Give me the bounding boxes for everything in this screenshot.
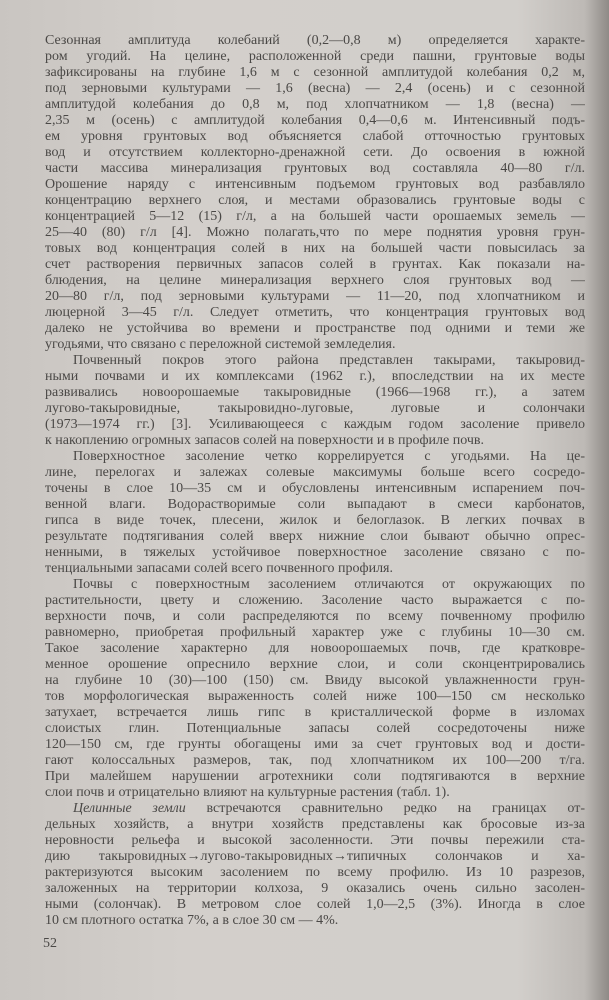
text-line: товых вод концентрация солей в них на большей части повысилась за bbox=[45, 241, 585, 256]
text-line: неровности рельефа и высокой засоленности. Эти почвы пережили ста- bbox=[45, 833, 585, 848]
text-line: Орошение наряду с интенсивным подъемом грунтовых вод разбавляло bbox=[45, 177, 585, 192]
text-line: ром угодий. На целине, расположенной среди пашни, грунтовые воды bbox=[45, 49, 585, 64]
text-line: Такое засоление характерно для новоорошаемых почв, где кратковре- bbox=[45, 641, 585, 656]
text-line: концентрацией 5—12 (15) г/л, а на большей части орошаемых земель — bbox=[45, 209, 585, 224]
paragraph bbox=[45, 33, 585, 353]
text-line: лине, перелогах и залежах солевые максимумы больше всего сосредо- bbox=[45, 465, 585, 480]
text-line bbox=[45, 801, 585, 817]
text-line: ем уровня грунтовых вод объясняется слабой отточностью грунтовых bbox=[45, 129, 585, 144]
text-line: блюдения, на целине минерализация верхнего слоя грунтовых вод — bbox=[45, 273, 585, 288]
text-line: Почвы с поверхностным засолением отличаются от окружающих по bbox=[73, 577, 585, 592]
italic-term: Целинные земли bbox=[73, 801, 186, 816]
text-line: Сезонная амплитуда колебаний (0,2—0,8 м) определяется характе- bbox=[45, 33, 585, 48]
text-line: развивались новоорошаемые такыровидные (1966—1968 гг.), а затем bbox=[45, 385, 585, 400]
paragraph bbox=[45, 449, 585, 577]
text-line: лугово-такыровидные, такыровидно-луговые, луговые и солончаки bbox=[45, 401, 585, 416]
text-line: счет растворения первичных запасов солей в грунтах. Как показали на- bbox=[45, 257, 585, 272]
text-line: затухает, встречается лишь гипс в кристаллической форме в изломах bbox=[45, 705, 585, 720]
text-line: тенциальными запасами солей всего почвенного профиля. bbox=[45, 561, 393, 576]
text-line: При малейшем нарушении агротехники соли подтягиваются в верхние bbox=[45, 769, 585, 784]
text-line: 120—150 см, где грунты обогащены ими за счет грунтовых вод и дости- bbox=[45, 737, 585, 752]
text-line: слоистых глин. Потенциальные запасы солей сосредоточены ниже bbox=[45, 721, 585, 736]
text-line: зафиксированы на глубине 1,6 м с сезонной амплитудой колебания 0,2 м, bbox=[45, 65, 585, 80]
text-line: 25—40 (80) г/л [4]. Можно полагать,что по мере поднятия уровня грун- bbox=[45, 225, 585, 240]
text-line: менное орошение опреснило верхние слои, и соли сконцентрировались bbox=[45, 657, 585, 672]
text-line: ными (солончак). В метровом слое солей 1,0—2,5 (3%). Иногда в слое bbox=[45, 897, 585, 912]
paragraph bbox=[45, 353, 585, 449]
text-line: слои почв и отрицательно влияют на культурные растения (табл. 1). bbox=[45, 785, 450, 800]
text-line: концентрацию верхнего слоя, и местами образовались грунтовые воды с bbox=[45, 193, 585, 208]
text-line: заложенных на территории колхоза, 9 оказались очень сильно засолен- bbox=[45, 881, 585, 896]
text-line: растительности, цвету и сложению. Засоление часто выражается с по- bbox=[45, 593, 585, 608]
text-line: на глубине 10 (30)—100 (150) см. Ввиду высокой увлажненности грун- bbox=[45, 673, 585, 688]
text-line: угодьями, что связано с переложной системой земледелия. bbox=[45, 337, 396, 352]
text-line: амплитудой колебания до 0,8 м, под хлопчатником — 1,8 (весна) — bbox=[45, 97, 585, 112]
text-line: части массива минерализация грунтовых вод составляла 40—80 г/л. bbox=[45, 161, 585, 176]
text-line: под зерновыми культурами — 1,6 (весна) — 2,4 (осень) и с сезонной bbox=[45, 81, 585, 96]
text-line: дию такыровидных→лугово-такыровидных→типичных солончаков и ха- bbox=[45, 849, 585, 864]
paragraph bbox=[45, 801, 585, 929]
paragraph bbox=[45, 577, 585, 801]
text-line: 10 см плотного остатка 7%, а в слое 30 см — 4%. bbox=[45, 913, 339, 928]
text-line: точены в слое 10—35 см и обусловлены интенсивным испарением поч- bbox=[45, 481, 585, 496]
text-line: 20—80 г/л, под зерновыми культурами — 11—20, под хлопчатником и bbox=[45, 289, 585, 304]
text-line: верхности почв, и соли распределяются по всему почвенному профилю bbox=[45, 609, 585, 624]
text-line: результате подтягивания солей вверх нижние слои бывают обычно опрес- bbox=[45, 529, 585, 544]
text-line: равномерно, приобретая профильный характер уже с глубины 10—30 см. bbox=[45, 625, 585, 640]
page-body bbox=[45, 33, 585, 929]
text-line: венной влаги. Водорастворимые соли выпадают в смеси карбонатов, bbox=[45, 497, 585, 512]
text-line: ными почвами и их комплексами (1962 г.), впоследствии на их месте bbox=[45, 369, 585, 384]
text-line: дельных хозяйств, а внутри хозяйств представлены как бросовые из-за bbox=[45, 817, 585, 832]
page-number: 52 bbox=[43, 936, 57, 951]
text-line: люцерной 3—45 г/л. Следует отметить, что концентрация грунтовых вод bbox=[45, 305, 585, 320]
text-line: (1973—1974 гг.) [3]. Усиливающееся с каждым годом засоление привело bbox=[45, 417, 585, 432]
text-line: рактеризуются высоким засолением по всему профилю. Из 10 разрезов, bbox=[45, 865, 585, 880]
text-line: Поверхностное засоление четко коррелируется с угодьями. На це- bbox=[73, 449, 585, 464]
text-line: Почвенный покров этого района представлен такырами, такыровид- bbox=[73, 353, 585, 368]
text-line: далеко не устойчива во времени и пространстве под одними и теми же bbox=[45, 321, 585, 336]
text-line: 2,35 м (осень) с амплитудой колебания 0,4—0,6 м. Интенсивный подъ- bbox=[45, 113, 585, 128]
text-line: тов морфологическая выраженность солей ниже 100—150 см несколько bbox=[45, 689, 585, 704]
line-text: встречаются сравнительно редко на границах от- bbox=[185, 801, 585, 816]
text-line: ненными, в тяжелых устойчивое поверхностное засоление связано с по- bbox=[45, 545, 585, 560]
text-line: вод и отсутствием коллекторно-дренажной сети. До освоения в южной bbox=[45, 145, 585, 160]
text-line: гипса в виде точек, плесени, жилок и белоглазок. В легких почвах в bbox=[45, 513, 585, 528]
text-line: к накоплению огромных запасов солей на поверхности и в профиле почв. bbox=[45, 433, 485, 448]
text-line: гают колоссальных размеров, так, под хлопчатником их 100—200 т/га. bbox=[45, 753, 585, 768]
